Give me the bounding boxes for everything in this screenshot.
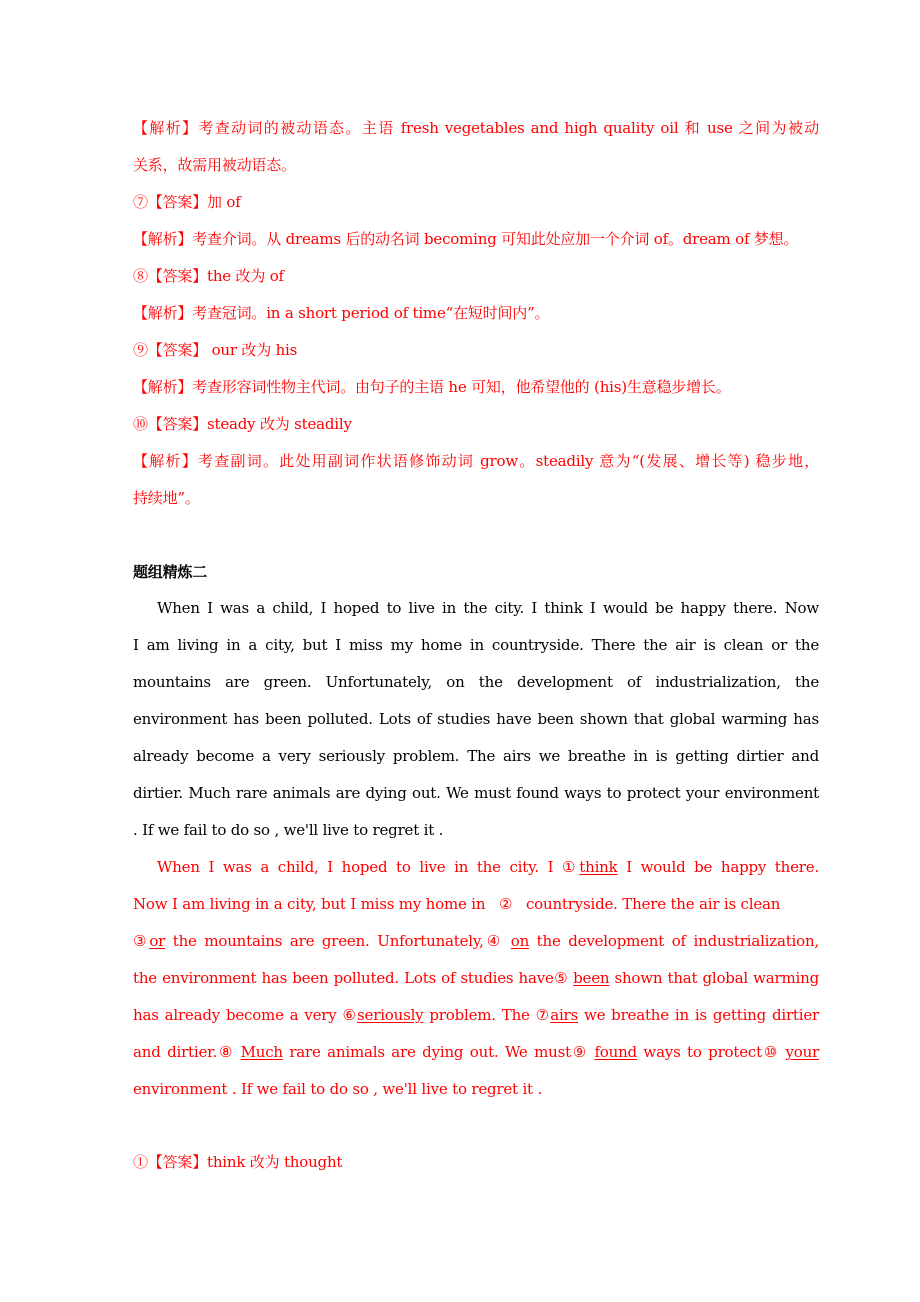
answer-10: ⑩【答案】steady 改为 steadily: [133, 415, 352, 433]
error-mark-6: seriously: [357, 1006, 424, 1024]
passage-line: environment has been polluted. Lots of studies have been shown that global warming has: [133, 710, 819, 728]
passage-line: When I was a child, I hoped to live in the city. I think I would be happy there. Now: [157, 599, 819, 617]
passage-line: mountains are green. Unfortunately, on the development of industrialization, the: [133, 673, 819, 691]
passage-line: dirtier. Much rare animals are dying out. We must found ways to protect your environment: [133, 784, 819, 802]
answer-7: ⑦【答案】加 of: [133, 193, 241, 211]
analysis-10-line1: 【解析】考查副词。此处用副词作状语修饰动词 grow。steadily 意为“(发展、增长等) 稳步地，: [133, 452, 819, 470]
error-mark-9: found: [594, 1043, 637, 1061]
section-heading: 题组精炼二: [133, 563, 208, 581]
marked-passage-line-1: When I was a child, I hoped to live in the city. I ①think I would be happy there.: [157, 858, 819, 876]
error-mark-7: airs: [550, 1006, 579, 1024]
marked-passage-line-2: Now I am living in a city, but I miss my home in ② countryside. There the air is clean: [133, 895, 781, 913]
error-mark-4: on: [510, 932, 530, 950]
error-mark-8: Much: [240, 1043, 283, 1061]
marked-passage-line-5: has already become a very ⑥seriously problem. The ⑦airs we breathe in is getting dirtier: [133, 1006, 819, 1024]
error-mark-10: your: [785, 1043, 820, 1061]
marked-passage-line-4: the environment has been polluted. Lots of studies have⑤ been shown that global warming: [133, 969, 819, 987]
passage-line: I am living in a city, but I miss my home in countryside. There the air is clean or the: [133, 636, 819, 654]
analysis-6-line2: 关系，故需用被动语态。: [133, 156, 296, 174]
analysis-6-line1: 【解析】考查动词的被动语态。主语 fresh vegetables and high quality oil 和 use 之间为被动: [133, 119, 819, 137]
analysis-9: 【解析】考查形容词性物主代词。由句子的主语 he 可知，他希望他的 (his)生意稳步增长。: [133, 378, 731, 396]
marked-passage-line-7: environment . If we fail to do so , we'll live to regret it .: [133, 1080, 543, 1098]
marked-passage-line-6: and dirtier.⑧ Much rare animals are dying out. We must⑨ found ways to protect⑩ your: [133, 1043, 820, 1061]
answer-8: ⑧【答案】the 改为 of: [133, 267, 284, 285]
answer-9: ⑨【答案】 our 改为 his: [133, 341, 298, 359]
analysis-7: 【解析】考查介词。从 dreams 后的动名词 becoming 可知此处应加一个介词 of。dream of 梦想。: [133, 230, 799, 248]
marked-passage-line-3: ③or the mountains are green. Unfortunately,④ on the development of industrialization,: [133, 932, 819, 950]
error-mark-3: or: [149, 932, 166, 950]
answer-1: ①【答案】think 改为 thought: [133, 1153, 343, 1171]
error-mark-1: think: [579, 858, 618, 876]
analysis-10-line2: 持续地”。: [133, 489, 200, 507]
analysis-8: 【解析】考查冠词。in a short period of time“在短时间内”。: [133, 304, 550, 322]
passage-line: . If we fail to do so , we'll live to regret it .: [133, 821, 444, 839]
error-mark-5: been: [573, 969, 610, 987]
passage-line: already become a very seriously problem. The airs we breathe in is getting dirtier and: [133, 747, 819, 765]
